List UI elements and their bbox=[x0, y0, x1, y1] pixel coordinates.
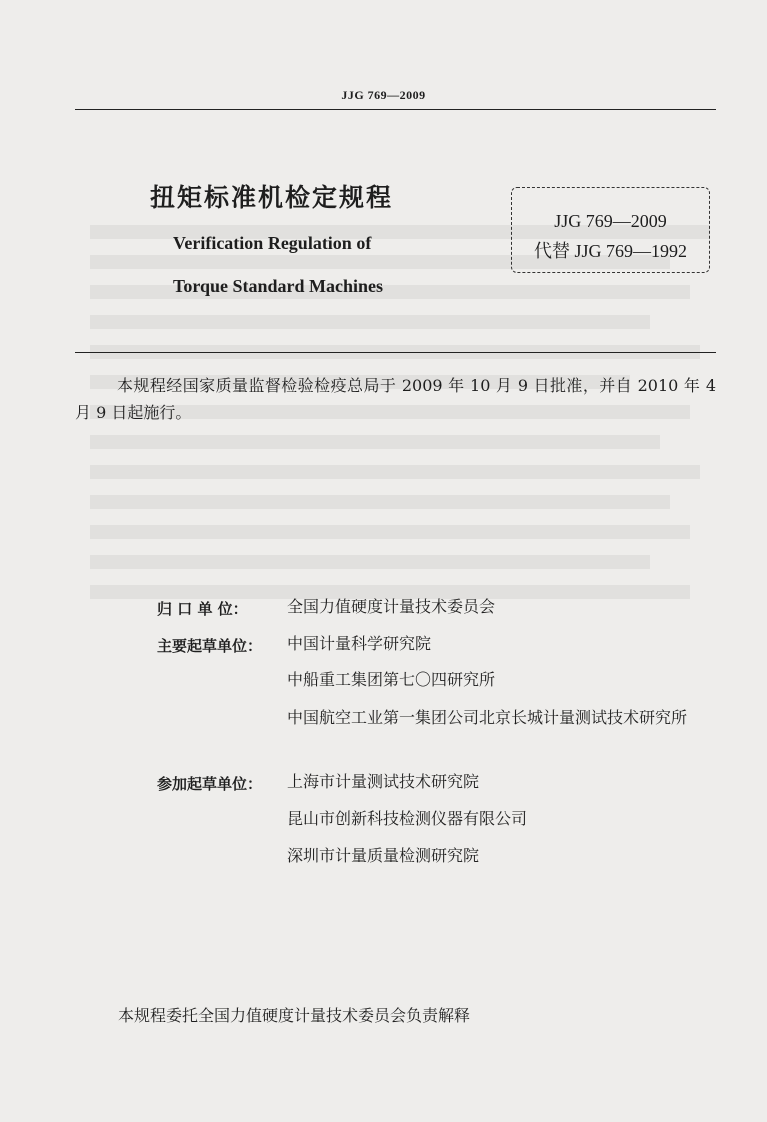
header-standard-code: JJG 769—2009 bbox=[341, 88, 426, 102]
approval-statement: 本规程经国家质量监督检验检疫总局于 2009 年 10 月 9 日批准，并自 2010 年 4 月 9 日起施行。 bbox=[75, 376, 716, 422]
participating-unit-2: 昆山市创新科技检测仪器有限公司 bbox=[287, 809, 528, 828]
participating-unit-1: 上海市计量测试技术研究院 bbox=[287, 772, 480, 791]
participating-unit-3: 深圳市计量质量检测研究院 bbox=[287, 846, 480, 865]
section-rule bbox=[75, 352, 716, 353]
main-drafting-unit-1: 中国计量科学研究院 bbox=[287, 634, 432, 653]
standard-code-box bbox=[511, 187, 710, 273]
standard-code: JJG 769—2009 bbox=[554, 211, 667, 231]
responsible-unit-label: 归 口 单 位： bbox=[157, 600, 248, 618]
title-chinese: 扭矩标准机检定规程 bbox=[150, 183, 394, 212]
participating-unit-label: 参加起草单位： bbox=[157, 775, 263, 793]
title-english-line-2: Torque Standard Machines bbox=[173, 276, 384, 296]
interpretation-note: 本规程委托全国力值硬度计量技术委员会负责解释 bbox=[118, 1006, 471, 1025]
main-drafting-unit-3: 中国航空工业第一集团公司北京长城计量测试技术研究所 bbox=[287, 708, 688, 727]
title-english-line-1: Verification Regulation of bbox=[173, 233, 372, 253]
header-rule bbox=[75, 109, 716, 110]
replaced-standard-code: 代替 JJG 769—1992 bbox=[533, 241, 687, 261]
responsible-unit-value: 全国力值硬度计量技术委员会 bbox=[287, 597, 496, 616]
main-drafting-unit-label: 主要起草单位： bbox=[157, 637, 263, 655]
main-drafting-unit-2: 中船重工集团第七〇四研究所 bbox=[287, 670, 496, 689]
